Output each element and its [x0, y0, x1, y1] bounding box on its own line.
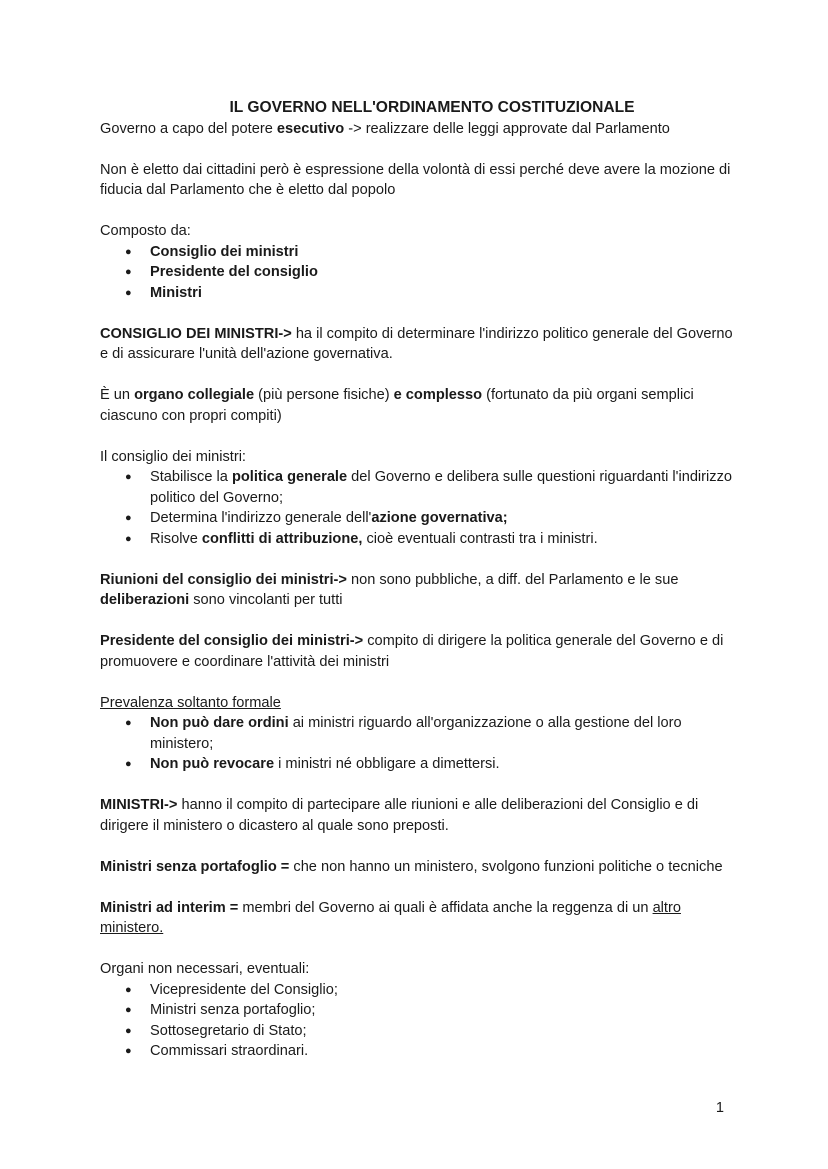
consiglio-text: ha il compito di determinare l'indirizzo politico generale del Governo e di assicurare l'unità dell'azione governativa. [100, 325, 733, 362]
riunioni-text-end: sono vincolanti per tutti [189, 592, 343, 608]
organo-bold: organo collegiale [134, 387, 255, 403]
bullet-icon: ● [125, 512, 132, 524]
bullet-icon: ● [125, 983, 132, 996]
functions-label: Il consiglio dei ministri: [100, 448, 246, 465]
interim-underlined: altro ministero. [100, 899, 681, 936]
list-item-text: ai ministri riguardo all'organizzazione o alla gestione del loro ministero; [150, 715, 682, 752]
list-item-bold: azione governativa; [371, 510, 508, 526]
list-item [100, 980, 740, 1001]
organo-bold: e complesso [393, 387, 483, 403]
document-title: IL GOVERNO NELL'ORDINAMENTO COSTITUZIONALE [229, 99, 635, 116]
bullet-icon: ● [125, 266, 132, 278]
list-item [100, 283, 740, 304]
functions-list [100, 467, 740, 549]
list-item-bold: Non può revocare [150, 756, 275, 772]
bullet-icon: ● [125, 286, 132, 299]
organi-label: Organi non necessari, eventuali: [100, 961, 310, 977]
list-item-text: i ministri né obbligare a dimettersi. [274, 756, 500, 772]
ministri-term: MINISTRI-> [100, 797, 178, 813]
list-item [100, 242, 740, 263]
list-item [100, 508, 740, 529]
riunioni-bold: deliberazioni [100, 592, 190, 608]
organo-text: È un [100, 387, 135, 403]
riunioni-text: non sono pubbliche, a diff. del Parlamento e le sue [346, 571, 679, 588]
election-paragraph: Non è eletto dai cittadini però è espressione della volontà di essi perché deve avere la mozione di fiducia dal Parlamento che è eletto dal popolo [100, 161, 731, 198]
bullet-icon: ● [125, 1024, 132, 1037]
senza-portafoglio-text: che non hanno un ministero, svolgono funzioni politiche o tecniche [289, 858, 723, 875]
organo-text: (fortunato da più organi semplici ciascuno con propri compiti) [100, 387, 694, 424]
intro-text: Governo a capo del potere [100, 120, 277, 137]
list-item-text: Ministri senza portafoglio; [150, 1002, 316, 1018]
composition-list [100, 242, 740, 304]
ministri-text: hanno il compito di partecipare alle riunioni e alle deliberazioni del Consiglio e di dirigere il ministero o dicastero al quale sono preposti. [100, 797, 699, 834]
list-item-bold: Non può dare ordini [150, 715, 289, 731]
bullet-icon: ● [125, 1045, 132, 1057]
list-item-bold: conflitti di attribuzione, [201, 530, 363, 547]
list-item-text: Stabilisce la [150, 469, 232, 485]
organo-paragraph [100, 385, 740, 426]
prevalenza-list [100, 713, 740, 775]
presidente-paragraph [100, 631, 740, 672]
list-item [100, 713, 740, 754]
list-item [100, 467, 740, 508]
list-item [100, 262, 740, 283]
list-item-text: Vicepresidente del Consiglio; [150, 981, 338, 998]
list-item-bold: politica generale [231, 469, 348, 485]
interim-term: Ministri ad interim = [100, 899, 239, 916]
bullet-icon: ● [125, 717, 132, 729]
list-item-text: Determina l'indirizzo generale dell' [150, 510, 372, 526]
list-item-text: Sottosegretario di Stato; [150, 1022, 307, 1039]
intro-bold: esecutivo [276, 120, 345, 137]
list-item [100, 1041, 740, 1062]
interim-text: membri del Governo ai quali è affidata anche la reggenza di un [238, 899, 653, 916]
consiglio-term: CONSIGLIO DEI MINISTRI-> [100, 325, 292, 342]
list-item [100, 529, 740, 550]
composition-label: Composto da: [100, 223, 191, 239]
bullet-icon: ● [125, 1004, 132, 1016]
riunioni-term: Riunioni del consiglio dei ministri-> [100, 571, 347, 588]
interim-paragraph [100, 898, 740, 939]
presidente-text: compito di dirigere la politica generale del Governo e di promuovere e coordinare l'attività dei ministri [100, 633, 724, 670]
list-item [100, 754, 740, 775]
document-page [100, 98, 740, 1062]
list-item-text: Presidente del consiglio [150, 264, 318, 280]
list-item-text: Commissari straordinari. [150, 1043, 309, 1059]
bullet-icon: ● [125, 758, 132, 770]
presidente-term: Presidente del consiglio dei ministri-> [100, 633, 364, 649]
intro-paragraph [100, 119, 740, 140]
bullet-icon: ● [125, 245, 132, 258]
list-item [100, 1000, 740, 1021]
organo-text: (più persone fisiche) [254, 387, 394, 403]
list-item-text: Ministri [150, 284, 202, 301]
senza-portafoglio-term: Ministri senza portafoglio = [100, 858, 290, 875]
ministri-paragraph [100, 795, 740, 836]
list-item [100, 1021, 740, 1042]
list-item-text: Risolve [150, 530, 202, 547]
riunioni-paragraph [100, 570, 740, 611]
senza-portafoglio-paragraph [100, 857, 740, 878]
bullet-icon: ● [125, 532, 132, 545]
list-item-text: Consiglio dei ministri [150, 243, 299, 260]
list-item-text: cioè eventuali contrasti tra i ministri. [362, 530, 598, 547]
intro-text-end: -> realizzare delle leggi approvate dal Parlamento [344, 120, 670, 137]
consiglio-paragraph [100, 324, 740, 365]
list-item-text: del Governo e delibera sulle questioni riguardanti l'indirizzo politico del Governo; [150, 469, 732, 506]
bullet-icon: ● [125, 471, 132, 483]
prevalenza-label: Prevalenza soltanto formale [100, 694, 281, 711]
organi-list [100, 980, 740, 1062]
page-number: 1 [715, 1100, 724, 1116]
